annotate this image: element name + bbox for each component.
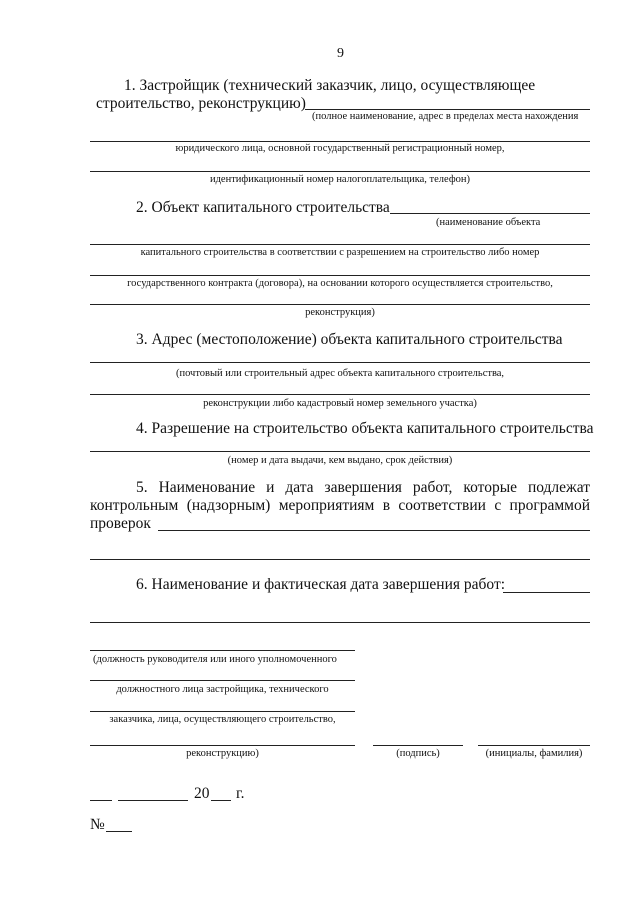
section2-caption2: капитального строительства в соответствии с разрешением на строительство либо номер [140,247,540,258]
section4-fill-line1[interactable] [90,451,590,452]
section2-fill-line4[interactable] [90,304,590,305]
section1-heading-line2: строительство, реконструкцию) [96,95,306,112]
section1-caption3: идентификационный номер налогоплательщика, телефон) [209,174,471,185]
section5-fill-line1[interactable] [158,530,590,531]
section4-heading: 4. Разрешение на строительство объекта капитального строительства [136,420,594,437]
signature-position-line1[interactable] [90,650,355,651]
section2-heading: 2. Объект капитального строительства [136,199,390,216]
section2-caption1: (наименование объекта [436,217,541,228]
section2-fill-line2[interactable] [90,244,590,245]
signature-caption3: заказчика, лица, осуществляющего строительство, [109,714,336,725]
date-day-line[interactable] [90,800,112,801]
section5-line1: 5. Наименование и дата завершения работ, которые подлежат [136,479,590,496]
section1-fill-line3[interactable] [90,171,590,172]
date-year-prefix: 20 [194,785,210,802]
section3-caption2: реконструкции либо кадастровый номер земельного участка) [203,398,477,409]
section2-caption3: государственного контракта (договора), на основании которого осуществляется строительство, [127,278,553,289]
signature-sign-caption: (подпись) [396,748,440,759]
signature-caption4: реконструкцию) [186,748,259,759]
section1-fill-line1[interactable] [305,109,590,110]
signature-position-line2[interactable] [90,680,355,681]
date-month-line[interactable] [118,800,188,801]
section6-fill-line1[interactable] [503,592,590,593]
section1-heading-line1: 1. Застройщик (технический заказчик, лицо, осуществляющее [124,77,536,94]
section6-fill-line2[interactable] [90,622,590,623]
date-year-suffix: г. [236,785,245,802]
date-year-line[interactable] [211,800,231,801]
section3-heading: 3. Адрес (местоположение) объекта капитального строительства [136,331,563,348]
section5-line2: контрольным (надзорным) мероприятиям в соответствии с программой [90,497,590,514]
number-fill-line[interactable] [106,831,132,832]
signature-caption2: должностного лица застройщика, технического [116,684,329,695]
section5-fill-line2[interactable] [90,559,590,560]
section5-line3: проверок [90,515,151,532]
section6-heading: 6. Наименование и фактическая дата завершения работ: [136,576,506,593]
section1-fill-line2[interactable] [90,141,590,142]
page-number: 9 [337,46,344,61]
section4-caption1: (номер и дата выдачи, кем выдано, срок действия) [227,455,453,466]
section3-caption1: (почтовый или строительный адрес объекта капитального строительства, [175,368,505,379]
signature-position-line4[interactable] [90,745,355,746]
signature-caption1: (должность руководителя или иного уполномоченного [93,654,337,665]
signature-position-line3[interactable] [90,711,355,712]
section1-caption1: (полное наименование, адрес в пределах места нахождения [312,111,579,122]
section3-fill-line1[interactable] [90,362,590,363]
section2-caption4: реконструкция) [305,307,375,318]
number-label: № [90,816,105,833]
section2-fill-line1[interactable] [390,213,590,214]
signature-sign-line[interactable] [373,745,463,746]
signature-name-caption: (инициалы, фамилия) [485,748,583,759]
signature-name-line[interactable] [478,745,590,746]
section1-caption2: юридического лица, основной государственный регистрационный номер, [175,143,505,154]
section2-fill-line3[interactable] [90,275,590,276]
section3-fill-line2[interactable] [90,394,590,395]
